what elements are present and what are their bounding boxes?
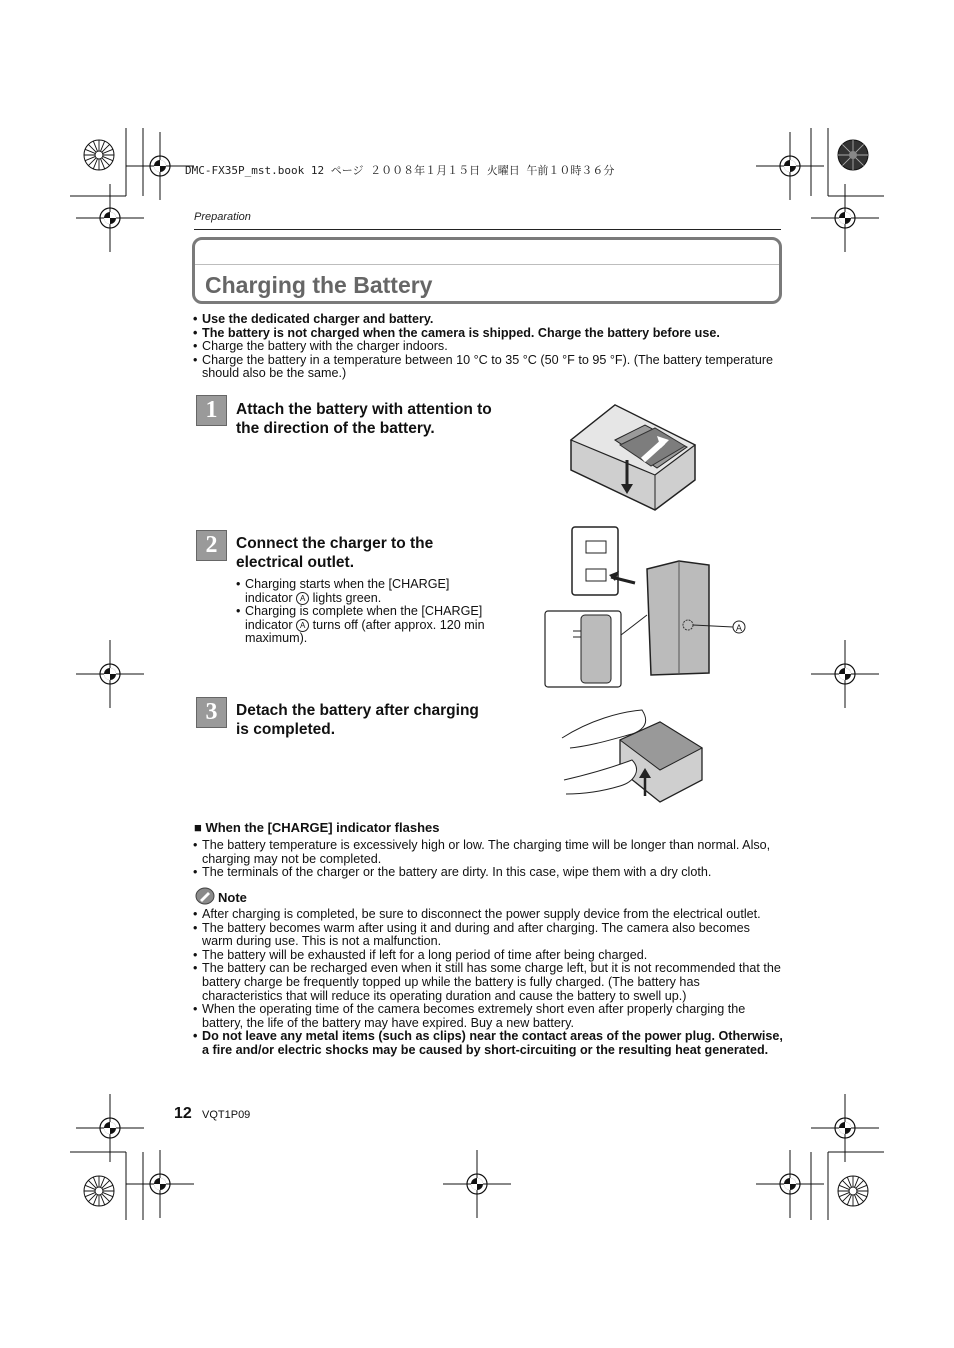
list-item: • Charge the battery in a temperature between 10 °C to 35 °C (50 °F to 95 °F). (The battery temperature should also be the same.) [193, 354, 783, 381]
list-item: • Use the dedicated charger and battery. [193, 313, 783, 327]
list-item: • The battery can be recharged even when it still has some charge left, but it is not recommended that the battery charge be frequently topped up while the battery is fully charged. (The battery has characteristics that will reduce its operating duration and cause the battery to swell up.) [193, 962, 783, 1003]
model-code: VQT1P09 [202, 1109, 251, 1121]
note-label: Note [218, 890, 247, 905]
list-item: • Charging starts when the [CHARGE] indicator A lights green. [236, 578, 486, 605]
intro-bullets [193, 313, 783, 381]
note-pencil-icon [195, 887, 215, 905]
list-item: • After charging is completed, be sure to disconnect the power supply device from the electrical outlet. [193, 908, 783, 922]
indicator-a-marker: A [296, 592, 309, 605]
list-item: • The terminals of the charger or the battery are dirty. In this case, wipe them with a dry cloth. [193, 866, 783, 880]
header-rule [194, 229, 781, 230]
indicator-a-marker: A [296, 619, 309, 632]
outlet-charger-illustration [543, 525, 753, 690]
list-item: • Do not leave any metal items (such as clips) near the contact areas of the power plug. Otherwise, a fire and/or electric shocks may be caused by short-circuiting or the resulting heat generated. [193, 1030, 783, 1057]
callout-a-label: A [735, 624, 743, 634]
detach-battery-illustration [560, 700, 710, 805]
flash-section-heading: ■ When the [CHARGE] indicator flashes [194, 820, 440, 835]
step-3-text: Detach the battery after charging is completed. [236, 702, 479, 738]
page-title: Charging the Battery [205, 272, 433, 298]
list-item: • The battery is not charged when the camera is shipped. Charge the battery before use. [193, 327, 783, 341]
print-header: DMC-FX35P_mst.book 12 ページ ２００８年１月１５日 火曜日 午前１０時３６分 [185, 164, 615, 177]
list-item: • The battery will be exhausted if left for a long period of time after being charged. [193, 949, 783, 963]
charger-battery-illustration [565, 400, 705, 515]
title-box [192, 237, 782, 304]
page-number: 12 [174, 1105, 192, 1122]
list-item: • Charge the battery with the charger indoors. [193, 340, 783, 354]
step-2-number: 2 [196, 530, 227, 561]
step-3-number: 3 [196, 697, 227, 728]
list-item: • Charging is complete when the [CHARGE] indicator A turns off (after approx. 120 min maximum). [236, 605, 486, 646]
step-1-text: Attach the battery with attention to the direction of the battery. [236, 401, 492, 437]
list-item: • The battery temperature is excessively high or low. The charging time will be longer than normal. Also, charging may not be completed. [193, 839, 783, 866]
step-2-bullets [236, 578, 486, 646]
list-item: • The battery becomes warm after using it and during and after charging. The camera also becomes warm during use. This is not a malfunction. [193, 922, 783, 949]
note-bullets [193, 908, 783, 1058]
list-item: • When the operating time of the camera becomes extremely short even after properly charging the battery, the life of the battery may have expired. Buy a new battery. [193, 1003, 783, 1030]
flash-section-bullets [193, 839, 783, 880]
step-1-number: 1 [196, 395, 227, 426]
step-2-text: Connect the charger to the electrical outlet. [236, 535, 434, 571]
section-label: Preparation [194, 211, 251, 223]
